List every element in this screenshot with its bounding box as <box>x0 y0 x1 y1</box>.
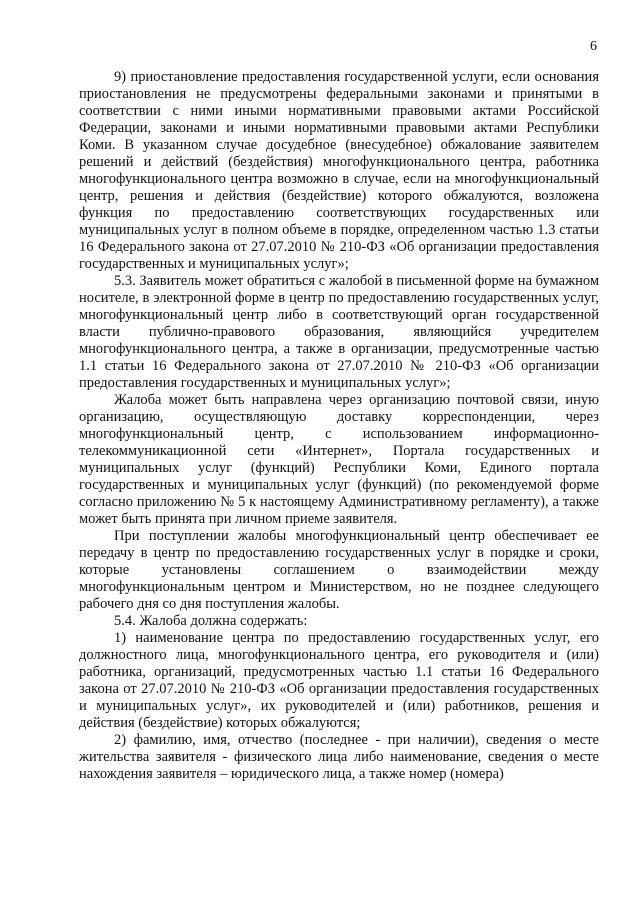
paragraph-complaint-channels: Жалоба может быть направлена через организацию почтовой связи, иную организацию, осуществляющую доставку корреспонденции, через многофункциональный центр, с использованием информационно-телекоммуникационной сети «Интернет», Портала государственных и муниципальных услуг (функций) Республики Коми, Единого портала государственных и муниципальных услуг (функций) (по рекомендуемой форме согласно приложению № 5 к настоящему Административному регламенту), а также может быть принята при личном приеме заявителя. <box>79 392 599 527</box>
document-body <box>79 69 599 783</box>
paragraph-item-2: 2) фамилию, имя, отчество (последнее - при наличии), сведения о месте жительства заявителя - физического лица либо наименование, сведения о месте нахождения заявителя – юридического лица, а также номер (номера) <box>79 732 599 782</box>
paragraph-5-4-heading: 5.4. Жалоба должна содержать: <box>114 613 308 629</box>
paragraph-5-3: 5.3. Заявитель может обратиться с жалобой в письменной форме на бумажном носителе, в электронной форме в центр по предоставлению государственных услуг, многофункциональный центр либо в соответствующий орган государственной власти публично-правового образования, являющийся учредителем многофункционального центра, а также в организации, предусмотренные частью 1.1 статьи 16 Федерального закона от 27.07.2010 № 210-ФЗ «Об организации предоставления государственных и муниципальных услуг»; <box>79 273 599 391</box>
paragraph-complaint-transfer: При поступлении жалобы многофункциональный центр обеспечивает ее передачу в центр по предоставлению государственных услуг в порядке и сроки, которые установлены соглашением о взаимодействии между многофункциональным центром и Министерством, но не позднее следующего рабочего дня со дня поступления жалобы. <box>79 528 599 612</box>
paragraph-item-1: 1) наименование центра по предоставлению государственных услуг, его должностного лица, многофункционального центра, его руководителя и (или) работника, организаций, предусмотренных частью 1.1 статьи 16 Федерального закона от 27.07.2010 № 210-ФЗ «Об организации предоставления государственных и муниципальных услуг», их руководителей и (или) работников, решения и действия (бездействие) которых обжалуются; <box>79 630 599 731</box>
page-number: 6 <box>590 39 597 54</box>
paragraph-item-9: 9) приостановление предоставления государственной услуги, если основания приостановления не предусмотрены федеральными законами и принятыми в соответствии с ними иными нормативными правовыми актами Российской Федерации, законами и иными нормативными правовыми актами Республики Коми. В указанном случае досудебное (внесудебное) обжалование заявителем решений и действий (бездействия) многофункционального центра, работника многофункционального центра возможно в случае, если на многофункциональный центр, решения и действия (бездействие) которого обжалуются, возложена функция по предоставлению соответствующих государственных или муниципальных услуг в полном объеме в порядке, определенном частью 1.3 статьи 16 Федерального закона от 27.07.2010 № 210-ФЗ «Об организации предоставления государственных и муниципальных услуг»; <box>79 69 599 272</box>
